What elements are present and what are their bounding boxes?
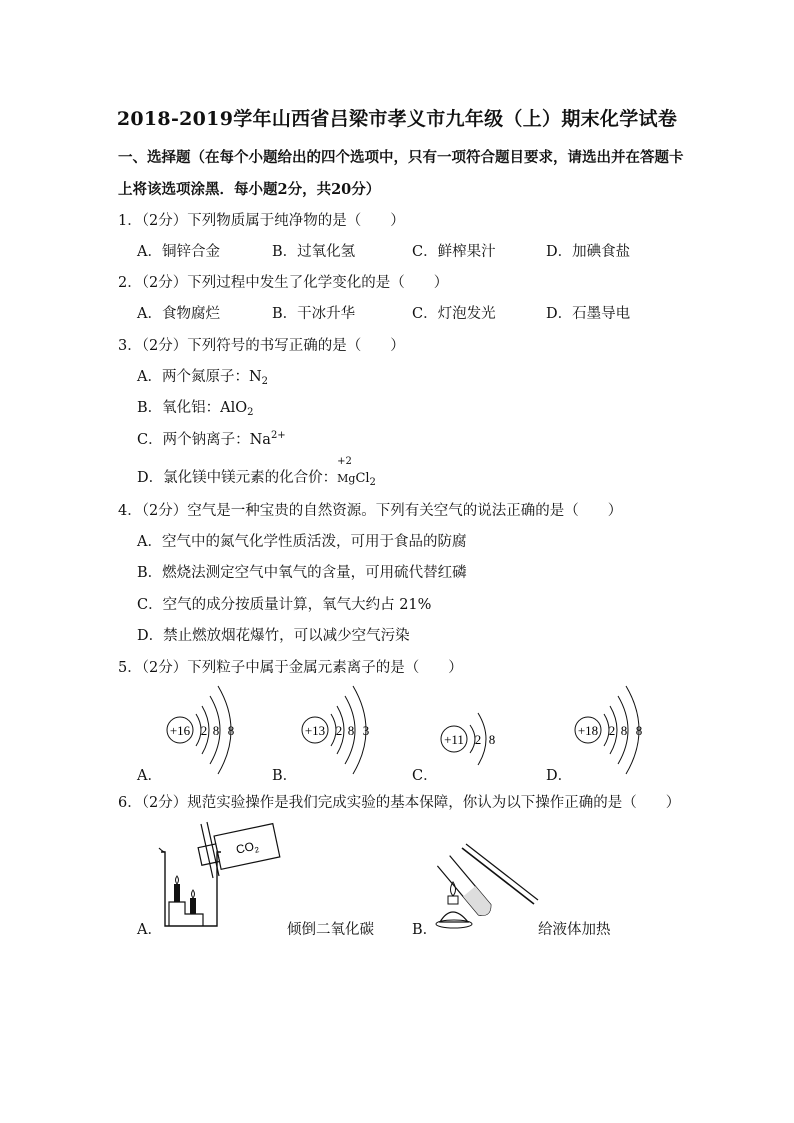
q3-option-b-subscript: 2: [247, 407, 254, 418]
shell-electrons: 8: [488, 732, 496, 747]
stair-platform: [169, 902, 203, 926]
question-5-stem: 5．（2分）下列粒子中属于金属元素离子的是（ ）: [118, 660, 463, 676]
question-2-stem: 2．（2分）下列过程中发生了化学变化的是（ ）: [118, 275, 449, 291]
q1-option-c: C．鲜榨果汁: [412, 244, 496, 260]
q3-option-c-text: C．两个钠离子：Na: [137, 432, 271, 448]
section-heading-line2: 上将该选项涂黑．每小题2分，共20分）: [118, 181, 381, 198]
page-title: 2018-2019学年山西省吕梁市孝义市九年级（上）期末化学试卷: [116, 108, 678, 130]
shell-electrons: 2: [200, 723, 208, 738]
q3-option-d-text: D．氯化镁中镁元素的化合价：: [137, 470, 338, 486]
atom-diagram-d: [568, 680, 668, 780]
shell-electrons: 8: [227, 723, 235, 738]
shell-electrons: 8: [635, 723, 643, 738]
question-3-stem: 3．（2分）下列符号的书写正确的是（ ）: [118, 338, 405, 354]
q3-option-c: [137, 428, 286, 449]
atom-diagram-c: [432, 695, 522, 785]
q3-option-a: [137, 365, 268, 387]
co2-subscript: 2: [253, 845, 261, 855]
co2-text: CO: [234, 839, 256, 857]
q1-option-b: B．过氧化氢: [272, 244, 356, 260]
heating-liquid-figure: [432, 826, 542, 936]
shell-electrons: 3: [362, 723, 370, 738]
shell-electrons: 8: [212, 723, 220, 738]
valence-mark: [337, 456, 356, 486]
q3-option-b: [137, 396, 254, 418]
flame-lower: [192, 890, 195, 898]
q2-option-a: A．食物腐烂: [137, 306, 220, 322]
lamp-wick-holder: [448, 896, 458, 904]
nucleus-charge: +18: [577, 723, 599, 738]
cl-subscript: 2: [369, 477, 376, 488]
q2-option-b: B．干冰升华: [272, 306, 356, 322]
candle-upper: [174, 884, 180, 902]
q2-option-d: D．石墨导电: [546, 306, 631, 322]
co2-pouring-figure: [155, 818, 285, 933]
nucleus-charge: +16: [169, 723, 191, 738]
q3-option-b-text: B．氧化铝：AlO: [137, 400, 248, 416]
question-4-stem: 4．（2分）空气是一种宝贵的自然资源。下列有关空气的说法正确的是（ ）: [118, 503, 623, 519]
q3-option-c-superscript: 2+: [270, 430, 286, 441]
q3-option-a-subscript: 2: [261, 376, 269, 387]
shell-electrons: 8: [620, 723, 628, 738]
valence-number: +2: [337, 456, 352, 467]
shell-electrons: 2: [608, 723, 616, 738]
q4-option-c: C．空气的成分按质量计算，氧气大约占 21%: [137, 597, 432, 613]
q5-option-d-label: D．: [546, 768, 573, 784]
q5-option-c-label: C．: [412, 768, 438, 784]
shell-electrons: 8: [347, 723, 355, 738]
section-heading-line1: 一、选择题（在每个小题给出的四个选项中，只有一项符合题目要求，请选出并在答题卡: [118, 149, 684, 166]
question-1-stem: 1．（2分）下列物质属于纯净物的是（ ）: [118, 213, 405, 229]
q4-option-d: D．禁止燃放烟花爆竹，可以减少空气污染: [137, 628, 410, 644]
q3-option-d: [137, 456, 376, 488]
candle-lower: [190, 898, 196, 914]
q6-option-b-label: B．: [412, 922, 438, 938]
q4-option-a: A．空气中的氮气化学性质活泼，可用于食品的防腐: [137, 534, 467, 550]
mg-symbol: Mg: [337, 472, 356, 485]
q2-option-c: C．灯泡发光: [412, 306, 496, 322]
atom-diagram-b: [295, 680, 395, 780]
q1-option-d: D．加碘食盐: [546, 244, 631, 260]
atom-diagram-a: [160, 680, 260, 780]
flame-upper: [176, 876, 179, 884]
q5-option-b-label: B．: [272, 768, 298, 784]
question-6-stem: 6．（2分）规范实验操作是我们完成实验的基本保障，你认为以下操作正确的是（ ）: [118, 795, 681, 811]
q6-option-a-caption: 倾倒二氧化碳: [287, 922, 374, 938]
shell-electrons: 2: [474, 732, 482, 747]
nucleus-charge: +13: [304, 723, 326, 738]
nucleus-charge: +11: [444, 732, 464, 747]
cl-symbol: Cl: [355, 471, 370, 486]
test-tube: [437, 856, 494, 919]
q3-option-a-text: A．两个氮原子：N: [137, 369, 262, 385]
q5-option-a-label: A．: [137, 768, 162, 784]
q6-option-a-label: A．: [137, 922, 162, 938]
q6-option-b-caption: 给液体加热: [538, 922, 611, 938]
shell-electrons: 2: [335, 723, 343, 738]
q4-option-b: B．燃烧法测定空气中氧气的含量，可用硫代替红磷: [137, 565, 467, 581]
q1-option-a: A．铜锌合金: [137, 244, 220, 260]
